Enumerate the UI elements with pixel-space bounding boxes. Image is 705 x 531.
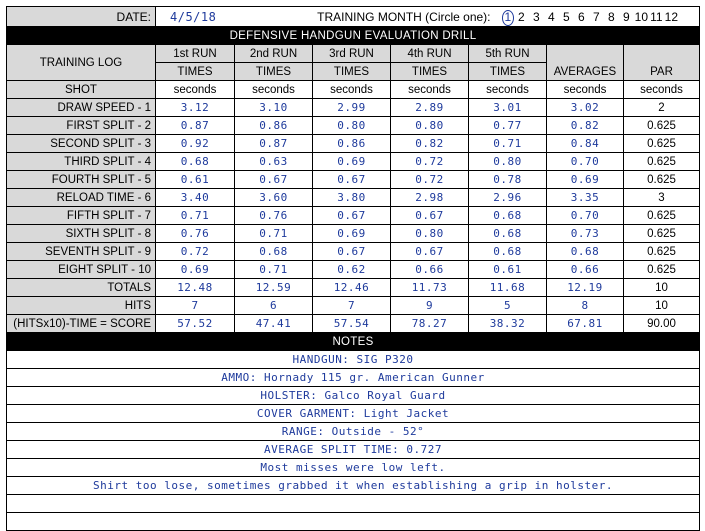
row-label: SIXTH SPLIT - 8	[7, 225, 156, 243]
par-header: PAR	[624, 45, 700, 81]
table-row	[7, 117, 700, 135]
shot-label: SHOT	[7, 81, 156, 99]
training-month	[235, 7, 700, 27]
note-row	[7, 387, 700, 405]
run-2-value: 0.87	[235, 135, 313, 153]
run-3-header: 3rd RUN	[313, 45, 391, 63]
seconds-label: seconds	[156, 81, 235, 99]
note-line: COVER GARMENT: Light Jacket	[7, 405, 700, 423]
run-5-value: 0.80	[469, 153, 547, 171]
seconds-label: seconds	[469, 81, 547, 99]
table-row	[7, 135, 700, 153]
times-label: TIMES	[391, 63, 469, 81]
par-value: 0.625	[624, 225, 700, 243]
note-row	[7, 459, 700, 477]
run-2-value: 3.60	[235, 189, 313, 207]
par-value: 0.625	[624, 117, 700, 135]
par-value: 0.625	[624, 207, 700, 225]
run-4-value: 0.67	[391, 207, 469, 225]
table-row	[7, 297, 700, 315]
seconds-label: seconds	[624, 81, 700, 99]
run-4-value: 0.67	[391, 243, 469, 261]
note-line: Shirt too lose, sometimes grabbed it when establishing a grip in holster.	[7, 477, 700, 495]
run-5-value: 2.96	[469, 189, 547, 207]
run-2-value: 0.63	[235, 153, 313, 171]
run-4-value: 2.89	[391, 99, 469, 117]
run-5-value: 0.71	[469, 135, 547, 153]
run-1-value: 0.68	[156, 153, 235, 171]
row-label: EIGHT SPLIT - 10	[7, 261, 156, 279]
run-5-value: 3.01	[469, 99, 547, 117]
date-row	[7, 7, 700, 27]
row-label: SECOND SPLIT - 3	[7, 135, 156, 153]
date-label: DATE:	[7, 7, 156, 27]
month-option-8[interactable]: 8	[608, 9, 615, 24]
title-row	[7, 27, 700, 45]
note-row	[7, 351, 700, 369]
run-2-value: 0.86	[235, 117, 313, 135]
run-5-value: 0.61	[469, 261, 547, 279]
units-row	[7, 81, 700, 99]
table-row	[7, 279, 700, 297]
run-5-value: 5	[469, 297, 547, 315]
note-line	[7, 495, 700, 513]
note-line: AVERAGE SPLIT TIME: 0.727	[7, 441, 700, 459]
row-label: RELOAD TIME - 6	[7, 189, 156, 207]
run-5-value: 0.77	[469, 117, 547, 135]
table-row	[7, 153, 700, 171]
row-label: FIFTH SPLIT - 7	[7, 207, 156, 225]
run-2-value: 6	[235, 297, 313, 315]
row-label: SEVENTH SPLIT - 9	[7, 243, 156, 261]
note-row	[7, 441, 700, 459]
average-value: 0.70	[547, 207, 624, 225]
times-label: TIMES	[313, 63, 391, 81]
table-row	[7, 261, 700, 279]
run-3-value: 0.69	[313, 225, 391, 243]
run-1-value: 0.76	[156, 225, 235, 243]
run-1-value: 12.48	[156, 279, 235, 297]
run-5-value: 0.68	[469, 225, 547, 243]
par-value: 10	[624, 297, 700, 315]
run-3-value: 0.67	[313, 243, 391, 261]
average-value: 0.68	[547, 243, 624, 261]
run-4-value: 0.72	[391, 171, 469, 189]
note-line: HOLSTER: Galco Royal Guard	[7, 387, 700, 405]
run-2-value: 0.71	[235, 225, 313, 243]
par-value: 2	[624, 99, 700, 117]
table-row	[7, 225, 700, 243]
table-row	[7, 315, 700, 333]
month-label: TRAINING MONTH (Circle one):	[317, 9, 491, 24]
run-3-value: 57.54	[313, 315, 391, 333]
run-1-header: 1st RUN	[156, 45, 235, 63]
run-5-value: 0.68	[469, 243, 547, 261]
run-3-value: 3.80	[313, 189, 391, 207]
run-1-value: 3.40	[156, 189, 235, 207]
notes-title: NOTES	[7, 333, 700, 351]
run-1-value: 7	[156, 297, 235, 315]
month-option-12[interactable]: 12	[664, 9, 679, 24]
run-3-value: 0.62	[313, 261, 391, 279]
date-value: 4/5/18	[156, 7, 235, 27]
average-value: 0.73	[547, 225, 624, 243]
run-1-value: 0.61	[156, 171, 235, 189]
notes-title-row	[7, 333, 700, 351]
table-row	[7, 243, 700, 261]
table-row	[7, 171, 700, 189]
run-3-value: 0.80	[313, 117, 391, 135]
table-row	[7, 207, 700, 225]
run-1-value: 0.72	[156, 243, 235, 261]
run-5-header: 5th RUN	[469, 45, 547, 63]
seconds-label: seconds	[235, 81, 313, 99]
run-4-value: 0.80	[391, 225, 469, 243]
run-2-value: 0.67	[235, 171, 313, 189]
run-3-value: 12.46	[313, 279, 391, 297]
run-5-value: 11.68	[469, 279, 547, 297]
par-value: 0.625	[624, 135, 700, 153]
run-2-value: 0.68	[235, 243, 313, 261]
table-row	[7, 99, 700, 117]
row-label: (HITSx10)-TIME = SCORE	[7, 315, 156, 333]
average-value: 0.69	[547, 171, 624, 189]
month-option-3[interactable]: 3	[533, 9, 540, 24]
run-4-value: 9	[391, 297, 469, 315]
par-value: 0.625	[624, 153, 700, 171]
row-label: FOURTH SPLIT - 5	[7, 171, 156, 189]
run-4-value: 11.73	[391, 279, 469, 297]
run-2-value: 12.59	[235, 279, 313, 297]
run-1-value: 0.69	[156, 261, 235, 279]
times-label: TIMES	[469, 63, 547, 81]
average-value: 12.19	[547, 279, 624, 297]
run-3-value: 0.67	[313, 171, 391, 189]
run-3-value: 0.86	[313, 135, 391, 153]
row-label: TOTALS	[7, 279, 156, 297]
row-label: THIRD SPLIT - 4	[7, 153, 156, 171]
note-row	[7, 423, 700, 441]
row-label: DRAW SPEED - 1	[7, 99, 156, 117]
run-1-value: 57.52	[156, 315, 235, 333]
header-row-1	[7, 45, 700, 63]
month-option-7[interactable]: 7	[593, 9, 600, 24]
training-log-sheet	[6, 6, 699, 531]
run-2-value: 47.41	[235, 315, 313, 333]
drill-table	[6, 6, 700, 531]
run-5-value: 0.68	[469, 207, 547, 225]
run-2-header: 2nd RUN	[235, 45, 313, 63]
run-4-value: 0.82	[391, 135, 469, 153]
average-value: 3.02	[547, 99, 624, 117]
par-value: 0.625	[624, 171, 700, 189]
averages-header: AVERAGES	[547, 45, 624, 81]
average-value: 3.35	[547, 189, 624, 207]
run-2-value: 3.10	[235, 99, 313, 117]
run-2-value: 0.76	[235, 207, 313, 225]
times-label: TIMES	[156, 63, 235, 81]
month-option-9[interactable]: 9	[623, 9, 630, 24]
run-4-value: 0.80	[391, 117, 469, 135]
note-row	[7, 477, 700, 495]
run-3-value: 7	[313, 297, 391, 315]
month-option-5[interactable]: 5	[563, 9, 570, 24]
average-value: 0.84	[547, 135, 624, 153]
run-1-value: 3.12	[156, 99, 235, 117]
par-value: 90.00	[624, 315, 700, 333]
times-label: TIMES	[235, 63, 313, 81]
note-row	[7, 405, 700, 423]
run-3-value: 2.99	[313, 99, 391, 117]
run-4-value: 0.66	[391, 261, 469, 279]
run-3-value: 0.67	[313, 207, 391, 225]
average-value: 67.81	[547, 315, 624, 333]
run-1-value: 0.87	[156, 117, 235, 135]
training-log-label: TRAINING LOG	[7, 45, 156, 81]
run-1-value: 0.71	[156, 207, 235, 225]
average-value: 8	[547, 297, 624, 315]
run-5-value: 38.32	[469, 315, 547, 333]
run-4-header: 4th RUN	[391, 45, 469, 63]
average-value: 0.82	[547, 117, 624, 135]
month-options	[502, 10, 679, 24]
month-option-10[interactable]: 10	[634, 9, 649, 24]
note-line: Most misses were low left.	[7, 459, 700, 477]
month-option-2[interactable]: 2	[518, 9, 525, 24]
month-option-1[interactable]: 1	[502, 10, 514, 26]
run-4-value: 2.98	[391, 189, 469, 207]
par-value: 0.625	[624, 261, 700, 279]
drill-title: DEFENSIVE HANDGUN EVALUATION DRILL	[7, 27, 700, 45]
seconds-label: seconds	[313, 81, 391, 99]
row-label: FIRST SPLIT - 2	[7, 117, 156, 135]
note-row	[7, 369, 700, 387]
note-line: RANGE: Outside - 52°	[7, 423, 700, 441]
seconds-label: seconds	[547, 81, 624, 99]
seconds-label: seconds	[391, 81, 469, 99]
note-row	[7, 495, 700, 513]
run-4-value: 0.72	[391, 153, 469, 171]
run-5-value: 0.78	[469, 171, 547, 189]
run-3-value: 0.69	[313, 153, 391, 171]
month-option-4[interactable]: 4	[548, 9, 555, 24]
par-value: 10	[624, 279, 700, 297]
row-label: HITS	[7, 297, 156, 315]
run-1-value: 0.92	[156, 135, 235, 153]
note-line: HANDGUN: SIG P320	[7, 351, 700, 369]
average-value: 0.70	[547, 153, 624, 171]
average-value: 0.66	[547, 261, 624, 279]
month-option-11[interactable]: 11	[650, 9, 663, 24]
note-line: AMMO: Hornady 115 gr. American Gunner	[7, 369, 700, 387]
par-value: 3	[624, 189, 700, 207]
par-value: 0.625	[624, 243, 700, 261]
table-row	[7, 189, 700, 207]
run-4-value: 78.27	[391, 315, 469, 333]
run-2-value: 0.71	[235, 261, 313, 279]
month-option-6[interactable]: 6	[578, 9, 585, 24]
